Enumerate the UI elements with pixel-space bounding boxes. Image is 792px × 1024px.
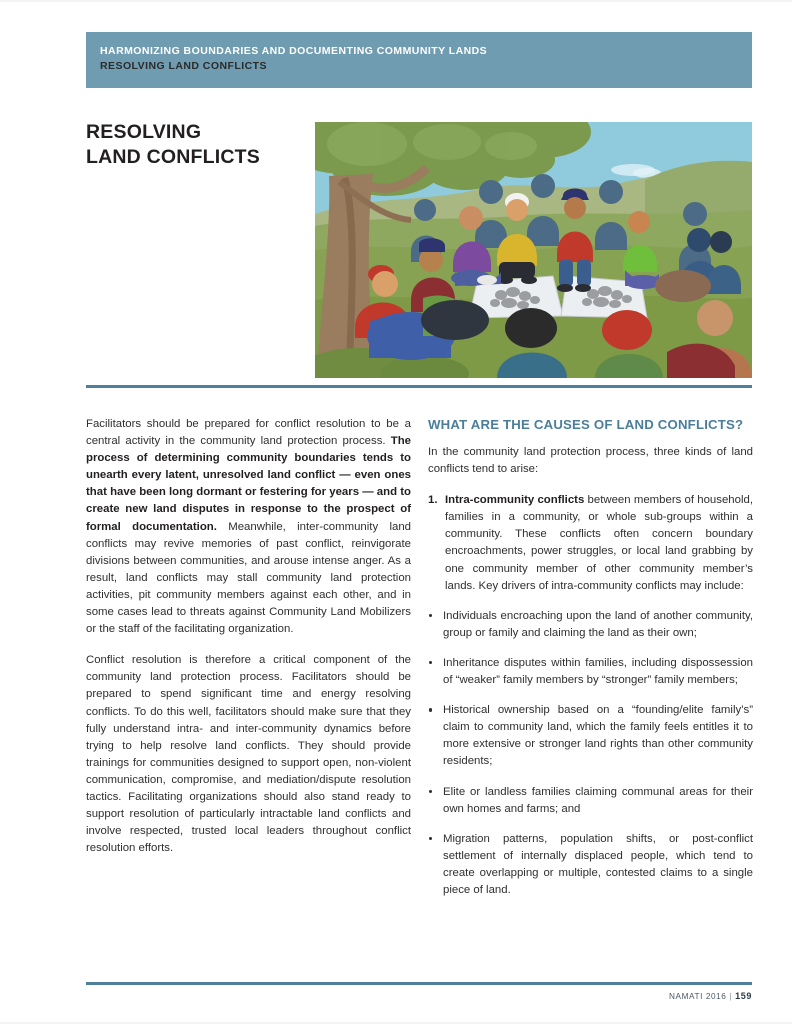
body-column-right xyxy=(428,416,753,899)
footer-divider xyxy=(86,982,752,985)
paragraph-1-lead: Facilitators should be prepared for conflict resolution to be a central activity in the community land protection process. xyxy=(86,418,411,448)
list-item xyxy=(428,608,753,642)
footer-publisher: NAMATI 2016 xyxy=(669,992,727,1001)
page-title xyxy=(86,120,301,170)
bullet-dot-icon xyxy=(429,837,432,840)
list-item-number: 1. xyxy=(428,494,438,507)
list-item-text: Historical ownership based on a “founding/elite family’s” claim to community land, which the family feels entitles it to more extensive or stronger land rights than other community residents; xyxy=(443,704,753,768)
list-item-text: Elite or landless families claiming communal areas for their own homes and farms; and xyxy=(443,785,753,815)
section-heading: WHAT ARE THE CAUSES OF LAND CONFLICTS? xyxy=(428,417,744,432)
running-header-line-1: HARMONIZING BOUNDARIES AND DOCUMENTING COMMUNITY LANDS xyxy=(100,45,488,57)
page-title-line-2: LAND CONFLICTS xyxy=(86,146,260,168)
list-item-text: Individuals encroaching upon the land of another community, group or family and claiming the land as their own; xyxy=(443,609,753,639)
numbered-conflict-list xyxy=(428,492,753,595)
list-item-bold-term: Intra-community conflicts xyxy=(445,494,585,507)
page-top-edge xyxy=(0,0,792,2)
running-header-line-2: RESOLVING LAND CONFLICTS xyxy=(100,60,267,72)
list-item-text: between members of household, families in a community, or whole sub-groups within a community. These conflicts often concern boundary encroachments, power struggles, or local land grabbing by one community member of other community member’s lands. Key drivers of intra-community conflicts may include: xyxy=(445,494,753,592)
bullet-dot-icon xyxy=(429,661,432,664)
page-title-line-1: RESOLVING xyxy=(86,121,202,143)
body-column-left xyxy=(86,416,411,857)
list-item xyxy=(428,492,753,595)
paragraph-1 xyxy=(86,416,411,638)
list-item-text: Inheritance disputes within families, including dispossession of “weaker” family members by “stronger” family members; xyxy=(443,656,753,687)
chapter-illustration xyxy=(315,122,752,378)
bullet-dot-icon xyxy=(429,614,432,617)
paragraph-1-tail: Meanwhile, inter-community land conflicts may revive memories of past conflict, reinvigorate divisions between communities, and arouse intense anger. As a result, land conflicts may stall community land protection activities, pit community members against each other, and in some cases lead to threats against Community Land Mobilizers or the staff of the facilitating organization. xyxy=(86,520,411,636)
paragraph-1-bold: The process of determining community boundaries tends to unearth every latent, unresolved land conflict — even ones that have been long dormant or festering for years — and to create new land disputes in response to the prospect of formal documentation. xyxy=(86,435,411,533)
list-item xyxy=(428,655,753,689)
running-header-bar xyxy=(86,32,752,88)
footer-separator: | xyxy=(729,992,733,1001)
paragraph-2: Conflict resolution is therefore a critical component of the community land protection process. Facilitators should be prepared to spend significant time and energy resolving conflicts. To do this well, facilitators should make sure that they fully understand intra- and inter-community dynamics before trying to help resolve land conflicts. They should provide trainings for communities designed to support open, non-violent communication, compromise, and mediation/dispute resolution tactics. Facilitating organizations should also stand ready to support resolution of particularly intractable land conflicts and involve respected, trusted local leaders throughout conflict resolution efforts. xyxy=(86,654,411,855)
content-divider-top xyxy=(86,385,752,388)
page-footer xyxy=(86,991,752,1001)
page-number: 159 xyxy=(735,991,752,1001)
list-item xyxy=(428,784,753,818)
bulleted-drivers-list xyxy=(428,608,753,899)
list-item xyxy=(428,831,753,899)
bullet-dot-icon xyxy=(429,790,432,793)
section-intro: In the community land protection process, three kinds of land conflicts tend to arise: xyxy=(428,446,753,476)
list-item-text: Migration patterns, population shifts, or post-conflict settlement of internally displaced people, which tend to create overlapping or multiple, contested claims to a single piece of land. xyxy=(443,832,753,896)
bullet-dot-icon xyxy=(429,708,432,711)
list-item xyxy=(428,702,753,770)
